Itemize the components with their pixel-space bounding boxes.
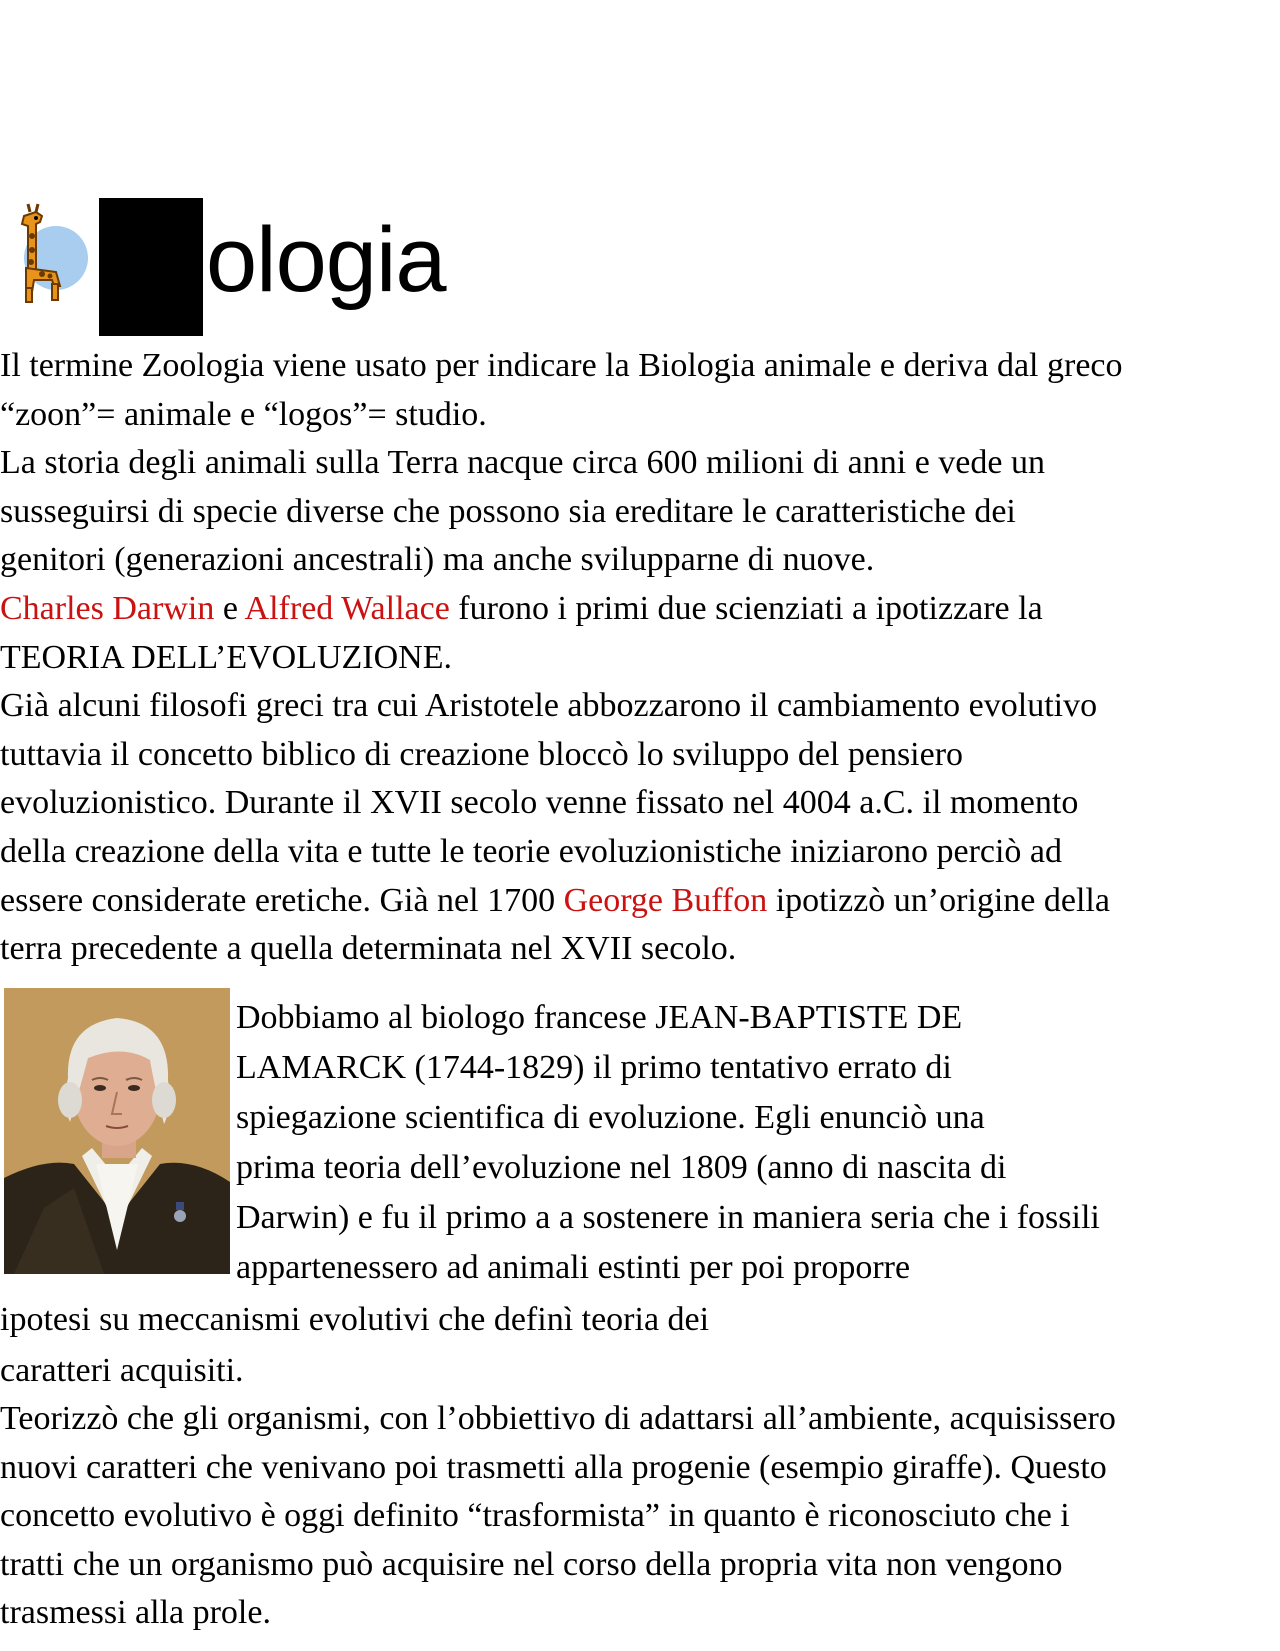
text-line: Darwin) e fu il primo a a sostenere in maniera seria che i fossili [236,1199,1100,1236]
text-line: concetto evolutivo è oggi definito “trasformista” in quanto è riconosciuto che i [0,1497,1070,1535]
text-line: tratti che un organismo può acquisire nel corso della propria vita non vengono [0,1545,1063,1583]
title-row [6,198,506,338]
text-line: Dobbiamo al biologo francese JEAN-BAPTISTE DE [236,999,963,1036]
text-line: trasmessi alla prole. [0,1594,271,1632]
text-line: La storia degli animali sulla Terra nacque circa 600 milioni di anni e vede un [0,444,1045,482]
text-line: evoluzionistico. Durante il XVII secolo venne fissato nel 4004 a.C. il momento [0,784,1079,822]
text-line: terra precedente a quella determinata nel XVII secolo. [0,930,737,968]
text-line: genitori (generazioni ancestrali) ma anche svilupparne di nuove. [0,541,875,579]
text-line: della creazione della vita e tutte le teorie evoluzionistiche iniziarono perciò ad [0,832,1063,870]
buffon-name: George Buffon [563,881,768,919]
lamarck-portrait [4,988,230,1274]
text-line: Già alcuni filosofi greci tra cui Aristotele abbozzarono il cambiamento evolutivo [0,687,1098,725]
text-line: tuttavia il concetto biblico di creazione bloccò lo sviluppo del pensiero [0,735,964,773]
text-line: caratteri acquisiti. [0,1352,244,1389]
page-title: ologia [206,209,446,311]
text-line: prima teoria dell’evoluzione nel 1809 (anno di nascita di [236,1149,1007,1186]
buffon-after: ipotizzò un’origine della [767,881,1110,919]
text-line: “zoon”= animale e “logos”= studio. [0,395,487,433]
lamarck-continuation [0,1294,709,1396]
text-line: LAMARCK (1744-1829) il primo tentativo errato di [236,1049,952,1086]
buffon-before: essere considerate eretiche. Già nel 1700 [0,881,564,919]
giraffe-icon [6,202,90,306]
text-line: appartenessero ad animali estinti per poi proporre [236,1249,911,1286]
conjunction: e [214,589,245,627]
text-line: nuovi caratteri che venivano poi trasmetti alla progenie (esempio giraffe). Questo [0,1448,1107,1486]
conclusion-block [0,1395,1116,1638]
intro-block [0,342,1123,974]
text-line: ipotesi su meccanismi evolutivi che definì teoria dei [0,1301,710,1338]
text-line: spiegazione scientifica di evoluzione. Egli enunciò una [236,1099,985,1136]
darwin-line [0,585,1123,634]
wallace-name: Alfred Wallace [244,589,450,627]
redacted-letter-block [99,198,203,336]
theory-line: TEORIA DELL’EVOLUZIONE. [0,638,452,676]
darwin-line-rest: furono i primi due scienziati a ipotizzare la [449,589,1043,627]
text-line: Il termine Zoologia viene usato per indicare la Biologia animale e deriva dal greco [0,347,1123,384]
buffon-line [0,877,1123,926]
lamarck-block [236,993,1100,1293]
text-line: susseguirsi di specie diverse che possono sia ereditare le caratteristiche dei [0,492,1016,530]
text-line: Teorizzò che gli organismi, con l’obbiettivo di adattarsi all’ambiente, acquisissero [0,1400,1116,1437]
darwin-name: Charles Darwin [0,589,215,627]
